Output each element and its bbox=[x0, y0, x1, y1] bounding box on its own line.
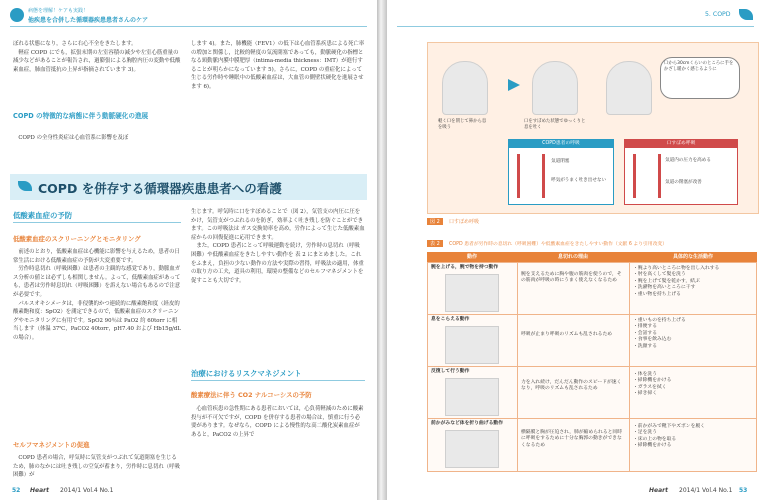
table-cell-examples: ・腕より高いところに物を出し入れする ・肘を高くして髪を洗う ・腕を上げて髪を乾かす，結ぶ ・洗濯物を高いところに干す ・重い物を持ち上げる bbox=[633, 266, 720, 297]
col1-sub1-text: COPD の全身性炎症は心血管系に影響を及ぼ bbox=[13, 135, 129, 141]
heading-underline bbox=[191, 380, 365, 381]
footer-journal: Heart bbox=[649, 487, 668, 494]
box-text: 気道内の圧力を高める bbox=[665, 158, 711, 163]
col1-top-text: ぼれる状態になり，さらに右心不全をきたします。 軽症 COPD にでも，拡張末期の左室容積の減少や左室心筋重量の減少などがあることが報告され，過膨張による胸腔内圧の変動や低酸素血症，肺血管抵抗の上昇が指摘されています 3)。 bbox=[13, 41, 181, 73]
header-line bbox=[397, 26, 754, 27]
arrow-right-icon bbox=[508, 79, 520, 91]
action-illustration bbox=[445, 378, 499, 416]
table-cell-reason: 腕を支えるために胸や腹の筋肉を使うので，その筋肉が呼吸の時にうまく使えなくなるため bbox=[521, 272, 622, 284]
box-text: 気道の閉塞が改善 bbox=[665, 180, 702, 185]
table-cell-reason: 呼吸が止まり呼吸のリズムも乱されるため bbox=[521, 332, 613, 337]
person-illustration bbox=[606, 61, 652, 115]
bird-icon bbox=[18, 181, 32, 191]
figure-pursed-lip-breathing bbox=[427, 42, 759, 214]
figure-caption-label: 図 2 bbox=[427, 218, 443, 225]
table-header-action: 動作 bbox=[466, 254, 477, 260]
airway-icon bbox=[517, 154, 545, 198]
action-illustration bbox=[445, 326, 499, 364]
table-col-divider bbox=[629, 262, 630, 472]
footer-journal: Heart bbox=[30, 487, 49, 494]
header-leaf-icon bbox=[739, 9, 753, 20]
header-badge bbox=[10, 8, 24, 22]
figure-bubble-inhale: 軽く口を閉じて鼻から息を吸う bbox=[438, 119, 487, 130]
table-cell-action: 腕を上げる，腕で物を持つ動作 bbox=[431, 265, 499, 270]
left-page bbox=[0, 0, 377, 500]
heading-underline bbox=[13, 222, 181, 223]
box-text: 呼気がうまく吐き出せない bbox=[551, 178, 607, 183]
box-text: 気道閉塞 bbox=[551, 159, 570, 164]
table-cell-reason: 力を入れ続け，だんだん動作のスピードが速くなり，呼吸のリズムも乱されるため bbox=[521, 380, 622, 392]
header-title: 他疾患を合併した循環器疾患患者さんのケア bbox=[28, 17, 149, 24]
footer-page-number: 53 bbox=[739, 487, 748, 494]
footer-issue: 2014/1 Vol.4 No.1 bbox=[679, 487, 733, 494]
heading-risk-management: 治療におけるリスクマネジメント bbox=[191, 369, 302, 378]
table-col-divider bbox=[517, 262, 518, 472]
table-cell-action: 反復して行う動作 bbox=[431, 369, 470, 374]
action-illustration bbox=[445, 274, 499, 312]
header-series: 病態を理解！ケアも実践！ bbox=[28, 8, 89, 14]
person-illustration bbox=[442, 61, 488, 115]
heading-co2-narcosis: 酸素療法に伴う CO2 ナルコーシスの予防 bbox=[191, 391, 312, 399]
page-gutter bbox=[377, 0, 387, 500]
header-line bbox=[10, 26, 367, 27]
figure-caption-text: 口すぼめ呼吸 bbox=[449, 219, 480, 225]
subheading-atherosclerosis: COPD の特徴的な病態に伴う動脈硬化の進展 bbox=[13, 112, 149, 120]
figure-bubble-exhale: 口をすぼめた状態でゆっくりと息を吐く bbox=[524, 119, 586, 130]
copd-breathing-box bbox=[508, 139, 614, 205]
person-illustration bbox=[532, 61, 578, 115]
table-cell-examples: ・体を洗う ・掃除機をかける ・ガラスを拭く ・掃き掃く bbox=[633, 372, 672, 397]
col2-co2-text: 心血管疾患の急性期にある患者においては，心負荷軽減のために酸素投与が不可欠ですが，COPD を併存する患者の場合は，慎重に行う必要があります。なぜなら，COPD による慢性的な高二酸化炭素血症があると，PaCO2 の上昇で bbox=[191, 406, 364, 438]
footer-issue: 2014/1 Vol.4 No.1 bbox=[60, 487, 114, 494]
table-caption-text: COPD 患者が労作時の息切れ（呼吸困難）や低酸素血症をきたしやすい動作（文献 6 より引用改変） bbox=[449, 242, 668, 247]
pursed-lip-box bbox=[624, 139, 738, 205]
box-title: 口すぼめ呼吸 bbox=[625, 140, 737, 148]
section-banner bbox=[10, 174, 367, 200]
action-illustration bbox=[445, 430, 499, 468]
banner-title: COPD を併存する循環器疾患患者への看護 bbox=[38, 181, 282, 196]
figure-bubble-hand: 口から30cmくらいのところに手をかざし暖かく感じるように bbox=[660, 57, 740, 99]
table-row-divider bbox=[427, 366, 757, 367]
table-cell-examples: ・重いものを持ち上げる ・排便する ・会話する ・食事を飲み込む ・洗顔する bbox=[633, 318, 686, 349]
table-cell-action: 息をこらえる動作 bbox=[431, 317, 470, 322]
table-header-row bbox=[427, 252, 757, 262]
table-cell-examples: ・前かがみで靴下やズボンを履く ・足を洗う ・床の上の物を取る ・掃除機をかける bbox=[633, 424, 705, 449]
heading-self-management: セルフマネジメントの促進 bbox=[13, 441, 90, 449]
table-header-examples: 具体的な生活動作 bbox=[672, 254, 713, 260]
right-page bbox=[387, 0, 764, 500]
table-caption-label: 表 2 bbox=[427, 240, 443, 247]
footer-page-number: 52 bbox=[12, 487, 21, 494]
table-cell-reason: 横隔膜と胸が圧迫され，肺が縮められると同時に呼吸をするために十分な胸郭の動きができなくなるため bbox=[521, 430, 623, 448]
table-header-reason: 息切れの理由 bbox=[557, 254, 588, 260]
airway-icon bbox=[633, 154, 661, 198]
heading-hypoxemia-prevention: 低酸素血症の予防 bbox=[13, 211, 73, 220]
header-chapter: 5. COPD bbox=[705, 11, 731, 18]
col2-mid-text: 生じます。呼気時に口をすぼめることで（図 2），気管支の内圧に圧をかけ，気管支がつぶれるのを防ぎ，効率よく吐き残しを防ぐことができます。この呼吸法は ガス交換効率を高め，労作によって生じた低酸素血症からの回復促進に応用できます。 また，COPD 患者にとって呼吸運動を続け，労作時の息切れ（呼吸困難）や低酸素血症をきたしやすい動作を 表 2 にまとめました。これをふまえ，負担の少ない動作の方法や実際の習得，呼吸法の適用，体重の取り方の工夫，道具の利用，環境の整備などのセルフマネジメントを促すことも大切です。 bbox=[191, 209, 365, 284]
box-title: COPD患者の呼吸 bbox=[509, 140, 613, 148]
col1-mid-text: 前述のとおり，低酸素血症は心機能に影響を与えるため，患者の日常生活における低酸素血症の予防が大変重要です。 労作時息切れ（呼吸困難）は患者の主観的な感覚であり，動脈血ガス分析の値とは必ずしも相関しません。よって，低酸素血症があっても，患者は労作時息切れ（呼吸困難）を訴えない場合もあるので注意が必要です。 パルスオキシメータは，非侵襲的かつ連続的に酸素飽和度（経皮的酸素飽和度：SpO2）を測定できるので，低酸素血症のスクリーニングやモニタリングに有用です。SpO2 90％は PaO2 約 60torr に相当します（体温 37℃，PaCO2 40torr，pH7.40 および Hb15g/dL の場合）。 bbox=[13, 249, 181, 341]
heading-screening: 低酸素血症のスクリーニングとモニタリング bbox=[13, 235, 141, 243]
col1-self-text: COPD 患者の場合，呼気時に気管支がつぶれて気道閉塞を生じるため，肺のなかには吐き残しの空気が蓄まり，労作時に息切れ（呼吸困難）が bbox=[13, 455, 180, 479]
table-cell-action: 前かがみなど体を折り曲げる動作 bbox=[431, 421, 503, 426]
table-row-divider bbox=[427, 314, 757, 315]
table-row-divider bbox=[427, 418, 757, 419]
col2-top-text: します 4)。また，肺機能（FEV1）の低下は心血管系疾患による死亡率の増加と関係し，比較的軽度の気流閉塞であっても，動脈硬化の指標となる頸動脈内膜中膜肥厚（intima-media thickness：IMT）が進行することが明らかになっています 5)。さらに，COPD の重症化によって生じる労作時や睡眠中の低酸素血症は，大血管の側壁状硬化を進展させます 6)。 bbox=[191, 41, 365, 90]
